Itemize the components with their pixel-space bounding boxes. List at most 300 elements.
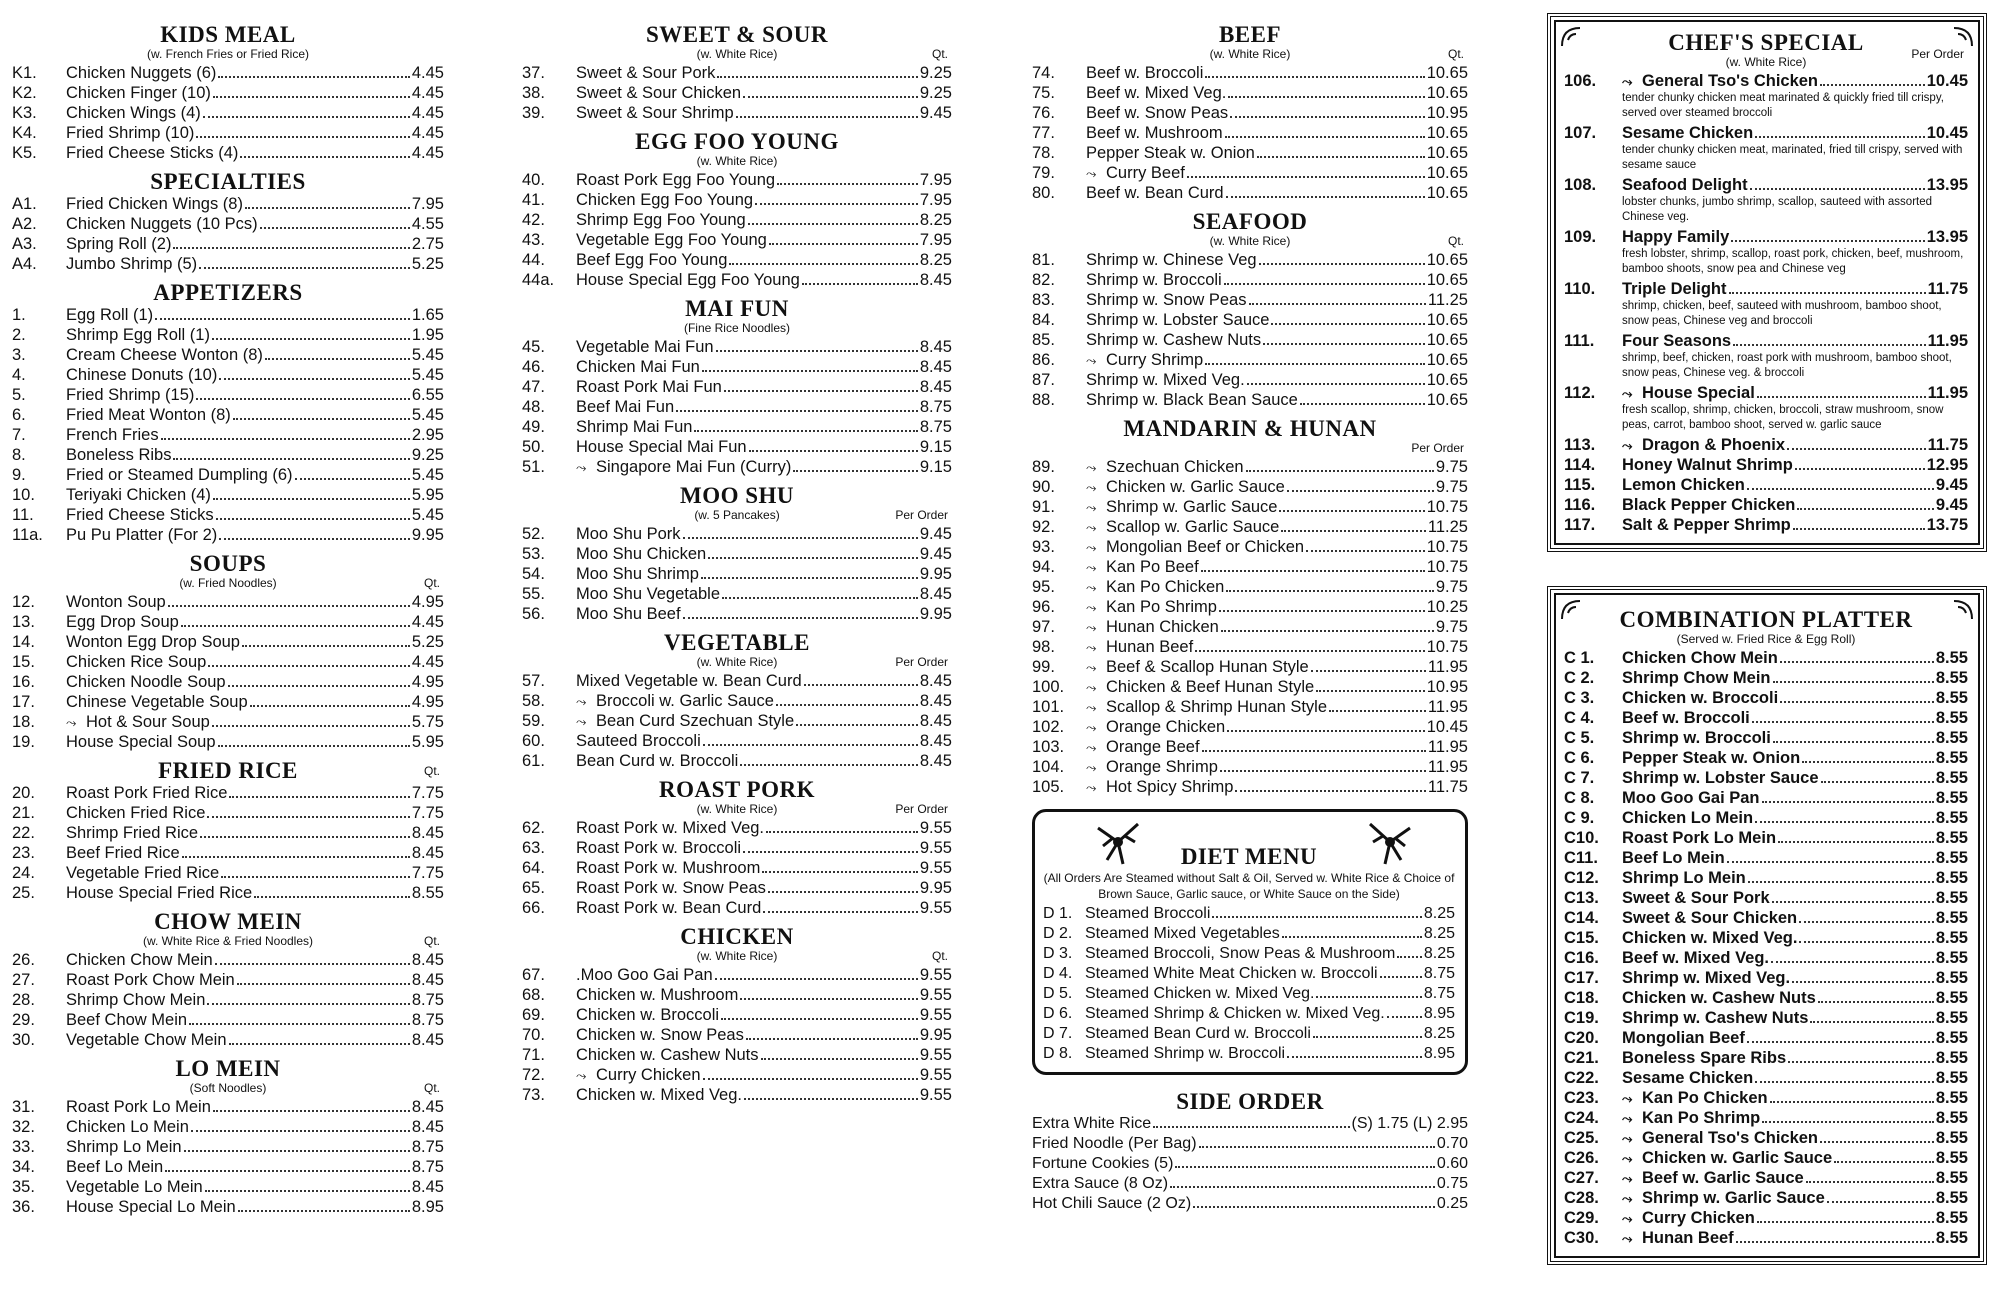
item-price: 9.55: [919, 819, 952, 837]
section-subtitle-row: [1564, 47, 1968, 71]
item-number: C23.: [1564, 1089, 1599, 1107]
menu-item-row: [12, 445, 444, 465]
menu-column-4: [1548, 20, 1986, 1258]
section-subtitle: (w. Fried Noodles): [179, 576, 277, 590]
item-name: [576, 377, 722, 397]
item-number: 4.: [12, 366, 26, 384]
item-price: 8.55: [1935, 1089, 1968, 1107]
item-description: fresh scallop, shrimp, chicken, broccoli, straw mushroom, snow peas, carrot, bamboo shoot, served w. garlic sauce: [1622, 404, 1944, 431]
menu-item-row: [522, 604, 952, 624]
item-name-text: Shrimp Mai Fun: [576, 418, 693, 436]
item-name-text: Roast Pork w. Mixed Veg.: [576, 819, 765, 837]
item-name: [576, 731, 701, 751]
section-subtitle: (w. White Rice): [696, 655, 778, 669]
item-name-text: Roast Pork w. Mushroom: [576, 859, 761, 877]
item-name: [576, 1005, 719, 1025]
menu-item-row: [522, 270, 952, 290]
leader-dots: [242, 645, 410, 647]
section-title: LO MEIN: [175, 1056, 281, 1081]
item-price: 9.95: [919, 879, 952, 897]
menu-item-row: [12, 863, 444, 883]
item-name-text: Beef w. Broccoli: [1622, 709, 1750, 727]
section-chicken: [522, 924, 952, 1105]
item-price: 10.65: [1426, 371, 1468, 389]
item-name-text: Shrimp w. Black Bean Sauce: [1086, 391, 1298, 409]
menu-item-row: [522, 457, 952, 477]
leader-dots: [240, 156, 409, 158]
item-name: [1086, 557, 1199, 578]
item-number: 8.: [12, 446, 26, 464]
item-number: 93.: [1032, 538, 1055, 556]
item-name: [66, 254, 197, 274]
item-name-text: House Special: [1642, 384, 1755, 402]
leader-dots: [155, 318, 410, 320]
item-price: 8.45: [411, 1118, 444, 1136]
menu-item-row: [12, 990, 444, 1010]
leader-dots: [740, 764, 918, 766]
leader-dots: [1153, 1126, 1349, 1128]
item-number: 61.: [522, 752, 545, 770]
item-name-text: Bean Curd Szechuan Style: [596, 712, 795, 730]
hot-spicy-icon: ⤳: [1086, 620, 1097, 635]
menu-item-row: [1564, 1188, 1968, 1208]
item-number: 9.: [12, 466, 26, 484]
leader-dots: [228, 685, 410, 687]
item-name: [1622, 1008, 1808, 1028]
item-name: [66, 63, 216, 83]
item-name: [1622, 175, 1748, 195]
item-name-text: Extra Sauce (8 Oz): [1032, 1175, 1169, 1192]
item-name-text: Hot & Sour Soup: [86, 713, 210, 731]
hot-spicy-icon: ⤳: [1622, 386, 1633, 401]
section-subtitle: (w. French Fries or Fried Rice): [146, 47, 310, 61]
section-subtitle: (w. White Rice): [696, 154, 778, 168]
section-title: VEGETABLE: [664, 630, 810, 655]
item-number: 70.: [522, 1026, 545, 1044]
item-name: [576, 985, 738, 1005]
leader-dots: [1287, 1056, 1422, 1058]
item-name-text: Roast Pork Lo Mein: [1622, 829, 1777, 847]
item-number: 69.: [522, 1006, 545, 1024]
item-price: 4.45: [411, 104, 444, 122]
price-column-header: Per Order: [895, 802, 948, 816]
section-subtitle-row: [522, 655, 952, 671]
item-number: 83.: [1032, 291, 1055, 309]
price-column-header: Qt.: [1447, 47, 1464, 61]
item-number: 39.: [522, 104, 545, 122]
hot-spicy-icon: ⤳: [1622, 1151, 1633, 1166]
item-number: 66.: [522, 899, 545, 917]
item-name: [1622, 1128, 1818, 1149]
section-title: MAI FUN: [685, 296, 789, 321]
leader-dots: [749, 450, 918, 452]
item-description: tender chunky chicken meat, marinated, fried till crispy, served with sesame sauce: [1622, 144, 1963, 171]
item-number: C20.: [1564, 1029, 1599, 1047]
item-number: C 3.: [1564, 689, 1595, 707]
item-number: 27.: [12, 971, 35, 989]
section-specialties: [12, 169, 444, 274]
menu-item-row: [1564, 515, 1968, 535]
item-name: [1086, 143, 1255, 163]
item-price: 10.65: [1426, 331, 1468, 349]
item-number: 79.: [1032, 164, 1055, 182]
item-name-text: Chicken Noodle Soup: [66, 673, 226, 691]
leader-dots: [796, 724, 918, 726]
item-number: C15.: [1564, 929, 1599, 947]
item-number: 7.: [12, 426, 26, 444]
item-number: K4.: [12, 124, 37, 142]
price-column-header: Qt.: [931, 47, 948, 61]
item-number: 13.: [12, 613, 35, 631]
item-name-text: Teriyaki Chicken (4): [66, 486, 211, 504]
item-name-text: Happy Family: [1622, 228, 1730, 246]
item-price: 8.55: [1935, 989, 1968, 1007]
menu-item-row: [12, 143, 444, 163]
item-name-text: Hot Chili Sauce (2 Oz): [1032, 1195, 1192, 1212]
menu-item-row: [522, 83, 952, 103]
item-price: 5.45: [411, 366, 444, 384]
item-price: 8.75: [411, 991, 444, 1009]
item-name-text: Chicken Finger (10): [66, 84, 211, 102]
menu-column-1: [12, 20, 444, 1223]
menu-item-row: [522, 878, 952, 898]
menu-item-row: [12, 1177, 444, 1197]
item-list: [12, 305, 444, 545]
leader-dots: [1834, 1161, 1934, 1163]
item-name-text: Kan Po Chicken: [1642, 1089, 1768, 1107]
item-number: 65.: [522, 879, 545, 897]
item-name: [66, 365, 217, 385]
item-name-text: Chicken Chow Mein: [1622, 649, 1778, 667]
menu-item-row: [1032, 143, 1468, 163]
item-name-text: Chicken Rice Soup: [66, 653, 207, 671]
item-name: [576, 1045, 759, 1065]
menu-item-row: [1564, 868, 1968, 888]
item-name-text: Vegetable Fried Rice: [66, 864, 220, 882]
hot-spicy-icon: ⤳: [1086, 600, 1097, 615]
section-subtitle-row: [1564, 632, 1968, 648]
leader-dots: [763, 911, 918, 913]
item-price: 9.55: [919, 859, 952, 877]
item-number: 48.: [522, 398, 545, 416]
menu-item-row: [1564, 828, 1968, 848]
item-number: 95.: [1032, 578, 1055, 596]
hot-spicy-icon: ⤳: [1622, 1171, 1633, 1186]
item-price: 10.75: [1426, 558, 1468, 576]
item-name-text: Fried or Steamed Dumpling (6): [66, 466, 293, 484]
item-price: 11.95: [1927, 332, 1968, 350]
menu-item-row: [522, 985, 952, 1005]
menu-item-row: [12, 365, 444, 385]
item-price: 4.45: [411, 144, 444, 162]
item-number: 5.: [12, 386, 26, 404]
menu-item-row: [12, 505, 444, 525]
item-number: 44.: [522, 251, 545, 269]
leader-dots: [219, 378, 410, 380]
menu-item-row: [1032, 370, 1468, 390]
menu-item-row: [1032, 497, 1468, 517]
leader-dots: [1820, 84, 1925, 86]
item-name: [1622, 968, 1790, 988]
item-number: 54.: [522, 565, 545, 583]
item-price: 8.55: [1935, 769, 1968, 787]
item-number: 49.: [522, 418, 545, 436]
leader-dots: [173, 247, 409, 249]
hot-spicy-icon: ⤳: [1622, 1131, 1633, 1146]
item-name: [1622, 748, 1800, 768]
item-number: 53.: [522, 545, 545, 563]
menu-item-row: [1032, 1174, 1468, 1194]
item-number: 45.: [522, 338, 545, 356]
hot-spicy-icon: ⤳: [1086, 480, 1097, 495]
item-price: 8.55: [1935, 729, 1968, 747]
item-number: 76.: [1032, 104, 1055, 122]
item-price: 9.45: [1935, 496, 1968, 514]
item-price: 11.25: [1427, 291, 1468, 309]
item-number: 3.: [12, 346, 26, 364]
item-name: [1622, 708, 1750, 728]
item-price: 4.45: [411, 84, 444, 102]
section-subtitle: (w. White Rice): [1209, 47, 1291, 61]
item-number: 32.: [12, 1118, 35, 1136]
item-name: [66, 194, 243, 214]
item-name-text: Lemon Chicken: [1622, 476, 1745, 494]
leader-dots: [1771, 961, 1934, 963]
item-number: 43.: [522, 231, 545, 249]
menu-item-row: [12, 1157, 444, 1177]
item-price: 8.55: [1935, 789, 1968, 807]
leader-dots: [1795, 468, 1925, 470]
menu-item-row: [1564, 1168, 1968, 1188]
item-name-text: Beef w. Mixed Veg.: [1622, 949, 1770, 967]
leader-dots: [722, 597, 918, 599]
item-name: [576, 691, 774, 712]
hot-spicy-icon: ⤳: [66, 715, 77, 730]
leader-dots: [761, 1058, 918, 1060]
menu-item-row: [1032, 63, 1468, 83]
item-price: 8.75: [1423, 965, 1455, 982]
menu-item-row: [522, 417, 952, 437]
item-number: 117.: [1564, 516, 1596, 534]
leader-dots: [1225, 136, 1425, 138]
item-name: [66, 1177, 203, 1197]
item-name-text: Shrimp w. Garlic Sauce: [1106, 498, 1278, 516]
item-name: [576, 711, 794, 732]
item-name: [1622, 648, 1778, 668]
leader-dots: [229, 796, 409, 798]
item-number: 21.: [12, 804, 35, 822]
item-name-text: Beef Lo Mein: [66, 1158, 164, 1176]
item-name: [66, 883, 252, 903]
item-name-text: Shrimp w. Cashew Nuts: [1086, 331, 1262, 349]
item-name-text: Shrimp w. Chinese Veg: [1086, 251, 1257, 269]
item-price: 8.25: [1423, 905, 1455, 922]
item-name-text: Vegetable Lo Mein: [66, 1178, 203, 1196]
item-name-text: Steamed Broccoli: [1085, 905, 1211, 922]
item-name-text: Fried Noodle (Per Bag): [1032, 1135, 1197, 1152]
item-price: 8.55: [411, 884, 444, 902]
item-name: [66, 1197, 236, 1217]
menu-item-row: [522, 250, 952, 270]
item-name-text: Moo Shu Beef: [576, 605, 681, 623]
item-price: 11.95: [1427, 698, 1468, 716]
item-price: 8.55: [1935, 1009, 1968, 1027]
item-name-text: Mongolian Beef or Chicken: [1106, 538, 1305, 556]
item-name: [1086, 517, 1279, 538]
item-price: 9.95: [919, 565, 952, 583]
leader-dots: [168, 605, 410, 607]
item-name-text: Beef Chow Mein: [66, 1011, 188, 1029]
item-name-text: Broccoli w. Garlic Sauce: [596, 692, 774, 710]
item-name-text: Pepper Steak w. Onion: [1086, 144, 1255, 162]
item-name: [1622, 1148, 1832, 1169]
leader-dots: [715, 978, 918, 980]
item-name: [1622, 227, 1729, 247]
item-name-text: Shrimp w. Cashew Nuts: [1622, 1009, 1809, 1027]
item-price: 1.95: [411, 326, 444, 344]
item-name-text: Chicken w. Cashew Nuts: [1622, 989, 1816, 1007]
menu-item-row: [522, 1085, 952, 1105]
leader-dots: [173, 458, 409, 460]
item-price: 8.45: [919, 712, 952, 730]
item-name-text: General Tso's Chicken: [1642, 1129, 1819, 1147]
menu-item-row: [522, 357, 952, 377]
item-name-text: Steamed Bean Curd w. Broccoli: [1085, 1025, 1311, 1042]
leader-dots: [1329, 710, 1426, 712]
item-name: [576, 751, 738, 771]
item-name: [576, 457, 791, 478]
item-name-text: Shrimp Chow Mein: [1622, 669, 1771, 687]
item-number: C 7.: [1564, 769, 1595, 787]
leader-dots: [1219, 610, 1425, 612]
item-name-text: Shrimp Egg Roll (1): [66, 326, 210, 344]
item-name-text: Shrimp w. Broccoli: [1086, 271, 1222, 289]
item-number: 11.: [12, 506, 34, 524]
menu-item-row: [12, 692, 444, 712]
leader-dots: [1799, 941, 1933, 943]
item-price: 8.55: [1935, 849, 1968, 867]
leader-dots: [1806, 1181, 1934, 1183]
hot-spicy-icon: ⤳: [576, 714, 587, 729]
item-number: 24.: [12, 864, 35, 882]
item-name: [66, 143, 238, 163]
item-price: 8.55: [1935, 929, 1968, 947]
item-number: 47.: [522, 378, 545, 396]
menu-item-row: [522, 524, 952, 544]
leader-dots: [208, 665, 410, 667]
item-number: 10.: [12, 486, 35, 504]
menu-item-row: [1564, 1048, 1968, 1068]
item-list: [522, 671, 952, 771]
item-name: [1085, 984, 1314, 1004]
section-title: APPETIZERS: [153, 280, 303, 305]
item-name-text: House Special Soup: [66, 733, 216, 751]
menu-item-row: [522, 210, 952, 230]
menu-item-row: [1032, 83, 1468, 103]
menu-item-row: [12, 254, 444, 274]
item-price: 10.65: [1426, 271, 1468, 289]
item-number: 12.: [12, 593, 35, 611]
menu-item-row: [12, 425, 444, 445]
item-name-text: Triple Delight: [1622, 280, 1727, 298]
item-name: [1032, 1154, 1173, 1174]
menu-item-row: [522, 1065, 952, 1085]
item-name: [66, 425, 159, 445]
item-name-text: Kan Po Beef: [1106, 558, 1199, 576]
leader-dots: [238, 1210, 410, 1212]
menu-item-row: [12, 385, 444, 405]
menu-item-row: [1032, 517, 1468, 537]
leader-dots: [1797, 508, 1934, 510]
item-number: C12.: [1564, 869, 1599, 887]
leader-dots: [1249, 303, 1426, 305]
leader-dots: [218, 745, 410, 747]
item-name-text: Chicken w. Mixed Veg.: [576, 1086, 742, 1104]
item-name: [576, 604, 681, 624]
item-name-text: Egg Drop Soup: [66, 613, 179, 631]
leader-dots: [1282, 936, 1422, 938]
item-name: [576, 1085, 742, 1105]
item-name: [66, 612, 179, 632]
item-price: 11.95: [1927, 384, 1968, 402]
hot-spicy-icon: ⤳: [1086, 640, 1097, 655]
menu-item-row: [12, 83, 444, 103]
leader-dots: [702, 370, 918, 372]
menu-item-row: [1032, 697, 1468, 717]
item-name: [66, 1097, 211, 1117]
item-name: [1085, 1024, 1311, 1044]
item-list: [1032, 1114, 1468, 1214]
menu-item-row: [1032, 1154, 1468, 1174]
menu-item-row: [1564, 71, 1968, 91]
item-list: [12, 592, 444, 752]
item-name: [66, 712, 210, 733]
item-number: 36.: [12, 1198, 35, 1216]
leader-dots: [1762, 801, 1934, 803]
item-number: C29.: [1564, 1209, 1599, 1227]
item-price: 8.55: [1935, 1109, 1968, 1127]
hot-spicy-icon: ⤳: [1086, 460, 1097, 475]
menu-item-row: [1032, 737, 1468, 757]
leader-dots: [768, 891, 918, 893]
item-name: [1086, 737, 1200, 758]
item-price: (S) 1.75 (L) 2.95: [1351, 1115, 1468, 1132]
item-number: 46.: [522, 358, 545, 376]
item-name: [576, 898, 761, 918]
item-price: 9.55: [919, 1066, 952, 1084]
leader-dots: [776, 704, 918, 706]
item-list: [1032, 63, 1468, 203]
price-column-header: Qt.: [423, 576, 440, 590]
item-price: 10.45: [1926, 72, 1968, 90]
menu-item-row: [12, 103, 444, 123]
menu-item-row: [1564, 175, 1968, 195]
item-name: [576, 397, 674, 417]
item-name-text: Shrimp w. Lobster Sauce: [1622, 769, 1819, 787]
leader-dots: [777, 183, 918, 185]
menu-item-row: [12, 405, 444, 425]
item-name-text: Chicken Egg Foo Young: [576, 191, 754, 209]
item-name-text: Seafood Delight: [1622, 176, 1748, 194]
item-number: C16.: [1564, 949, 1599, 967]
item-number: 57.: [522, 672, 545, 690]
leader-dots: [1205, 363, 1425, 365]
item-name: [66, 214, 258, 234]
item-name: [1622, 848, 1725, 868]
item-name: [66, 592, 166, 612]
item-price: 8.55: [1935, 1169, 1968, 1187]
item-name-text: Moo Shu Vegetable: [576, 585, 721, 603]
